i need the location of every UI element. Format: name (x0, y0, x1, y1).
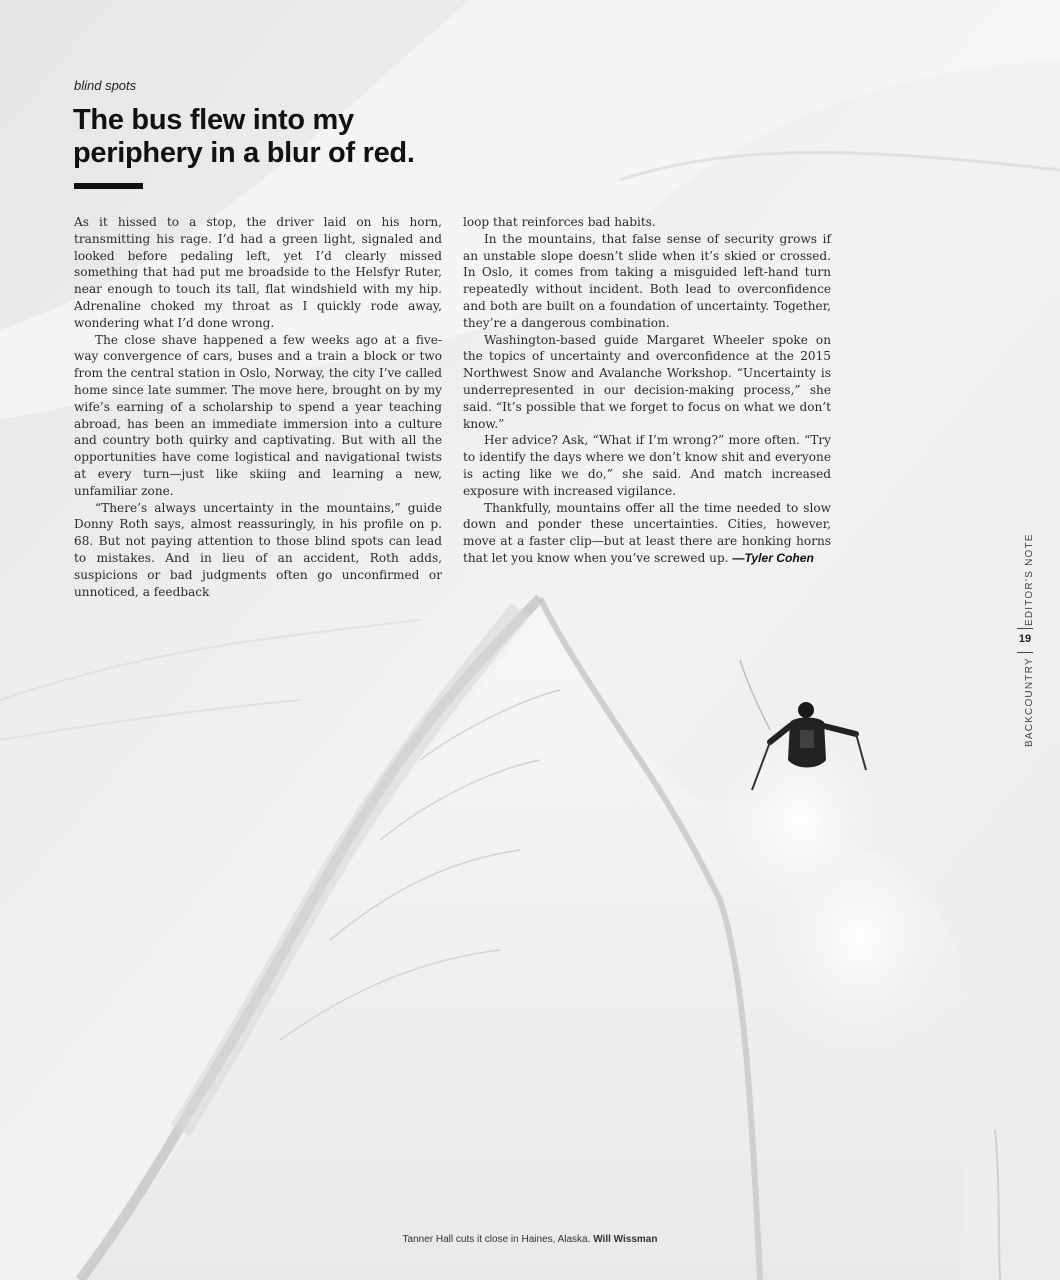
folio-magazine: BACKCOUNTRY (1024, 657, 1035, 747)
folio-divider (1017, 652, 1033, 653)
caption-text: Tanner Hall cuts it close in Haines, Alaska. (402, 1234, 591, 1245)
headline-line-1: The bus flew into my (73, 104, 354, 136)
author-signature: —Tyler Cohen (732, 550, 814, 565)
photo-caption (0, 1234, 1060, 1245)
article-headline (73, 104, 533, 170)
headline-line-2: periphery in a blur of red. (73, 137, 415, 169)
paragraph: “There’s always uncertainty in the mountains,” guide Donny Roth says, almost reassuringly, in his profile on p. 68. But not paying attention to those blind spots can lead to mistakes. And in lieu of an accident, Roth adds, suspicions or bad judgments often go unconfirmed or unnoticed, a feedback (74, 500, 442, 599)
paragraph: loop that reinforces bad habits. (463, 215, 656, 229)
paragraph: The close shave happened a few weeks ago at a five-way convergence of cars, buses and a train a block or two from the central station in Oslo, Norway, the city I’ve called home since late summer. The move here, brought on by my wife’s earning of a scholarship to spend a year teaching abroad, has been an immediate immersion into a culture and country both quirky and captivating. But with all the opportunities have come logistical and navigational twists at every turn—just like skiing and learning a new, unfamiliar zone. (74, 332, 442, 498)
folio-divider (1017, 628, 1033, 629)
paragraph-last (463, 500, 831, 567)
article-column-1 (74, 214, 442, 600)
article-column-2 (463, 214, 831, 567)
headline-rule (74, 183, 143, 189)
article-kicker: blind spots (74, 78, 137, 93)
paragraph: In the mountains, that false sense of security grows if an unstable slope doesn’t slide when it’s skied or crossed. In Oslo, it comes from taking a misguided left-hand turn repeatedly without incident. Both lead to overconfidence and both are built on a foundation of uncertainty. Together, they’re a dangerous combination. (463, 231, 831, 330)
paragraph: Her advice? Ask, “What if I’m wrong?” more often. “Try to identify the days where we don’t know shit and everyone is acting like we do,” she said. And match increased exposure with increased vigilance. (463, 433, 831, 498)
folio-section: EDITOR’S NOTE (1024, 533, 1035, 626)
paragraph: Washington-based guide Margaret Wheeler spoke on the topics of uncertainty and overconfidence at the 2015 Northwest Snow and Avalanche Workshop. “Uncertainty is underrepresented in our decision-making process,” she said. “It’s possible that we forget to focus on what we don’t know.” (463, 332, 831, 431)
page-number: 19 (1018, 633, 1032, 645)
paragraph-text: Thankfully, mountains offer all the time needed to slow down and ponder these uncertainties. Cities, however, move at a faster clip—but at least there are honking horns that let you know when you’ve screwed up. (463, 500, 831, 565)
photo-credit: Will Wissman (593, 1234, 658, 1245)
paragraph: As it hissed to a stop, the driver laid on his horn, transmitting his rage. I’d had a green light, signaled and looked before pedaling left, yet I’d clearly missed something that had put me broadside to the Helsfyr Ruter, near enough to touch its tall, flat windshield with my hip. Adrenaline choked my throat as I quickly rode away, wondering what I’d done wrong. (74, 215, 442, 330)
